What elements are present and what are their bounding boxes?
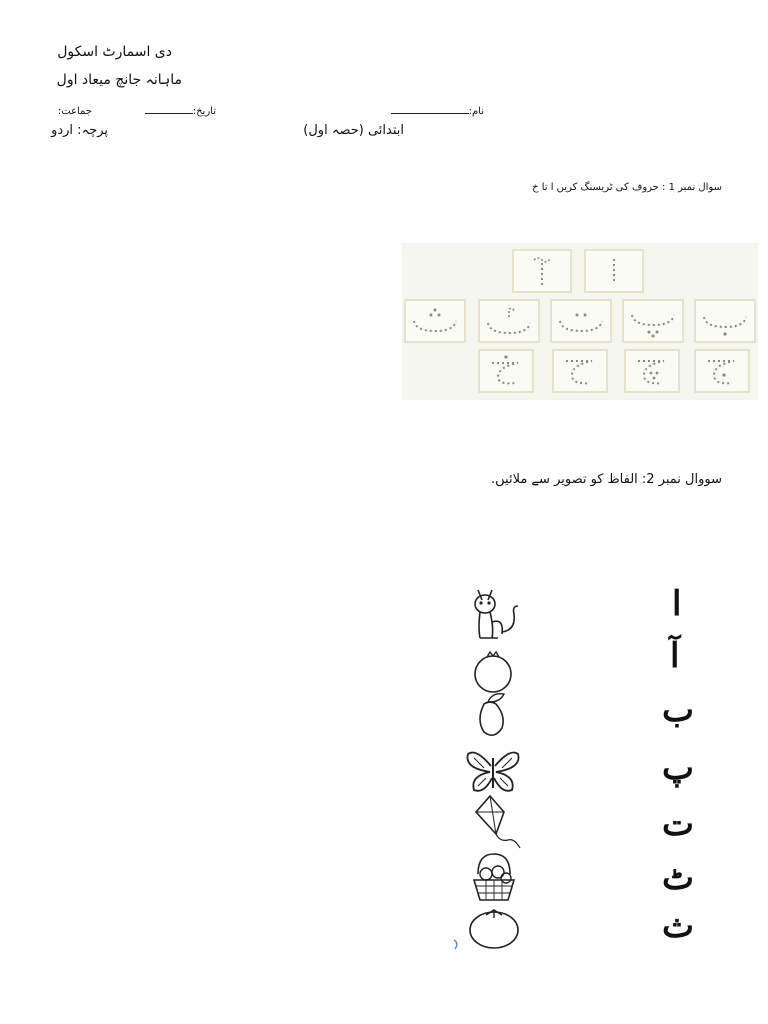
trace-box-jeem [694, 349, 750, 393]
match-letter-alif: ا [672, 584, 682, 624]
cat-icon [468, 582, 524, 642]
tracing-worksheet-image [402, 243, 758, 400]
trace-box-tay [550, 299, 612, 343]
class-label: جماعت: [57, 106, 92, 117]
dotted-letter-bay-icon [696, 301, 754, 341]
butterfly-icon [464, 746, 522, 796]
match-letter-say: ث [662, 906, 695, 946]
trace-box-say [404, 299, 466, 343]
trace-box-hay [552, 349, 608, 393]
date-blank-line [145, 113, 193, 114]
trace-box-ttay [478, 299, 540, 343]
pomegranate-icon [470, 648, 516, 694]
dotted-letter-tay-icon [552, 301, 610, 341]
matching-worksheet-image [446, 578, 730, 950]
match-letter-tay: ت [662, 804, 695, 844]
dotted-letter-hay-icon [554, 351, 606, 391]
match-letter-ttay: ٹ [662, 858, 695, 898]
question-2-label: سووال نمبر 2: الفاظ کو تصویر سے ملائیں. [491, 472, 722, 487]
tomato-icon [466, 906, 522, 950]
trace-box-pay [622, 299, 684, 343]
blue-mark-icon [448, 938, 460, 950]
dotted-letter-say-icon [406, 301, 464, 341]
trace-box-bay [694, 299, 756, 343]
dotted-letter-chay-icon [626, 351, 678, 391]
date-label: تاریخ: [192, 106, 216, 117]
name-blank-line [391, 113, 469, 114]
mango-icon [470, 690, 516, 740]
dotted-letter-jeem-icon [696, 351, 748, 391]
date-field[interactable] [140, 106, 216, 117]
dotted-letter-ttay-icon [480, 301, 538, 341]
question-2-text [480, 472, 722, 487]
question-1-text: سوال نمبر 1 : حروف کی ٹریسنگ کریں ا تا خ [532, 182, 722, 193]
trace-box-khay [478, 349, 534, 393]
name-field[interactable] [388, 106, 484, 117]
level-title: ابتدائی (حصہ اول) [303, 123, 404, 138]
dotted-letter-pay-icon [624, 301, 682, 341]
paper-subject: پرچہ: اردو [51, 123, 108, 138]
trace-box-chay [624, 349, 680, 393]
school-name: دی اسمارٹ اسکول [57, 44, 172, 60]
name-label: نام: [468, 106, 484, 117]
match-letter-bay: ب [662, 690, 695, 730]
dotted-letter-khay-icon [480, 351, 532, 391]
dotted-letter-alif-madd-icon [514, 251, 570, 291]
kite-icon [470, 794, 526, 852]
match-letter-alif-madd: آ [670, 636, 680, 676]
fruit-basket-icon [468, 850, 520, 904]
trace-box-alif [584, 249, 644, 293]
trace-box-alif-madd [512, 249, 572, 293]
match-letter-pay: پ [662, 748, 695, 788]
exam-title: ماہانہ جانچ میعاد اول [56, 72, 182, 88]
dotted-letter-alif-icon [586, 251, 642, 291]
